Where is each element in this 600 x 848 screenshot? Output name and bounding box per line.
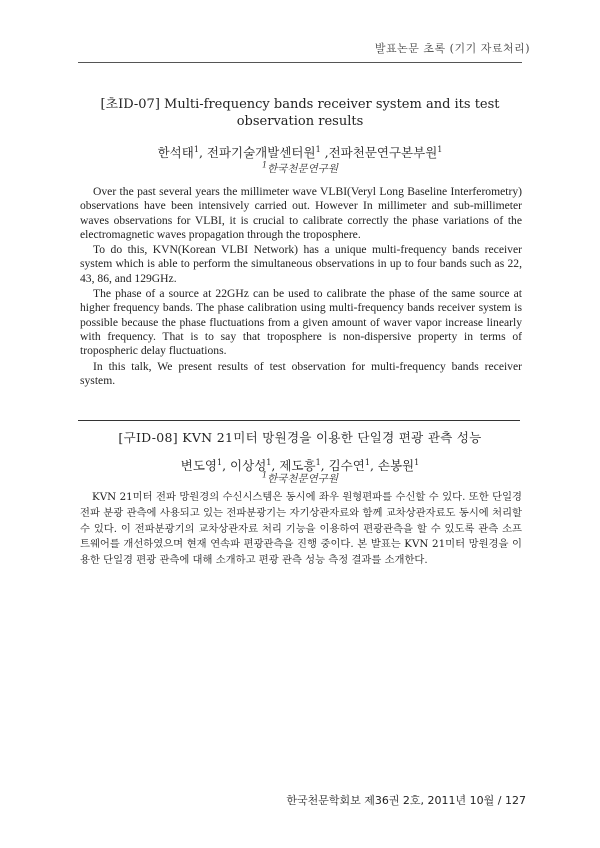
header-rule (78, 62, 522, 63)
affiliation-mark: 1 (217, 457, 223, 467)
affiliation-mark: 1 (266, 457, 272, 467)
abstract-2-affiliation (80, 471, 520, 486)
paragraph: Over the past several years the millimeter wave VLBI(Veryl Long Baseline Interferometry) observations have been intensively carried out. However In millimeter and sub-millimeter waves observations for VLBI, it is crucial to calibrate correctly the phase variations of the electromagnetic waves propagation through the troposphere. (80, 185, 522, 241)
abstract-1-body (80, 185, 522, 388)
affiliation-mark: 1 (364, 457, 370, 467)
author-name: ,전파천문연구본부원 (320, 145, 438, 160)
abstract-2-title: [구ID-08] KVN 21미터 망원경을 이용한 단일경 편광 관측 성능 (118, 430, 482, 445)
affiliation-text: 한국천문연구원 (267, 163, 339, 175)
author-name: 변도영 (180, 458, 217, 473)
paragraph: The phase of a source at 22GHz can be used to calibrate the phase of the same source at higher frequency bands. The phase calibration using multi-frequency bands receiver system is possible because the phase fluctuations from a given amount of waver vapor increase linearly with frequency. That is to say that troposphere is non-dispersive property in terms of tropospheric delay fluctuations. (80, 287, 522, 358)
abstract-1-affiliation (80, 161, 520, 176)
author-separator: , (320, 458, 329, 473)
author-name: 한석태 (157, 145, 194, 160)
abstract-1-title: [초ID-07] Multi-frequency bands receiver system and its test observation results (100, 97, 500, 129)
affiliation-mark: 1 (315, 144, 321, 154)
author-separator: , (222, 458, 231, 473)
author-name: 이상성 (230, 458, 267, 473)
affiliation-mark: 1 (193, 144, 199, 154)
affiliation-mark: 1 (437, 144, 443, 154)
affiliation-mark: 1 (261, 470, 268, 480)
author-separator: , (369, 458, 378, 473)
running-head: 발표논문 초록 (기기 자료처리) (374, 42, 530, 55)
affiliation-text: 한국천문연구원 (267, 473, 339, 485)
author-name: 제도흥 (279, 458, 316, 473)
author-name: 손봉원 (377, 458, 415, 473)
abstract-2-body (80, 490, 522, 569)
affiliation-mark: 1 (315, 457, 321, 467)
paragraph: In this talk, We present results of test observation for multi-frequency bands receiver system. (80, 359, 522, 387)
section-divider (78, 420, 520, 421)
abstract-1-authors (80, 143, 520, 161)
author-separator: , (271, 458, 280, 473)
affiliation-mark: 1 (414, 457, 420, 467)
page-footer: 한국천문학회보 제36권 2호, 2011년 10월 / 127 (286, 794, 526, 807)
author-name: 김수연 (328, 458, 365, 473)
paragraph: To do this, KVN(Korean VLBI Network) has a unique multi-frequency bands receiver system which is able to perform the simultaneous observations in up to four bands such as 22, 43, 86, and 129GHz. (80, 243, 522, 285)
author-name: , 전파기술개발센터원 (198, 145, 316, 160)
paragraph: KVN 21미터 전파 망원경의 수신시스템은 동시에 좌우 원형편파를 수신할 수 있다. 또한 단일경 전파 분광 관측에 사용되고 있는 전파분광기는 자기상관자료와 함께 교차상관자료도 동시에 처리할 수 있다. 이 전파분광기의 교차상관자료 처리 기능을 이용하여 편광관측을 할 수 있도록 관측 소프트웨어를 개선하였으며 현재 연속파 편광관측을 진행 중이다. 본 발표는 KVN 21미터 망원경을 이용한 단일경 편광 관측에 대해 소개하고 편광 관측 성능 측정 결과를 소개한다. (80, 491, 522, 567)
affiliation-mark: 1 (261, 160, 268, 170)
